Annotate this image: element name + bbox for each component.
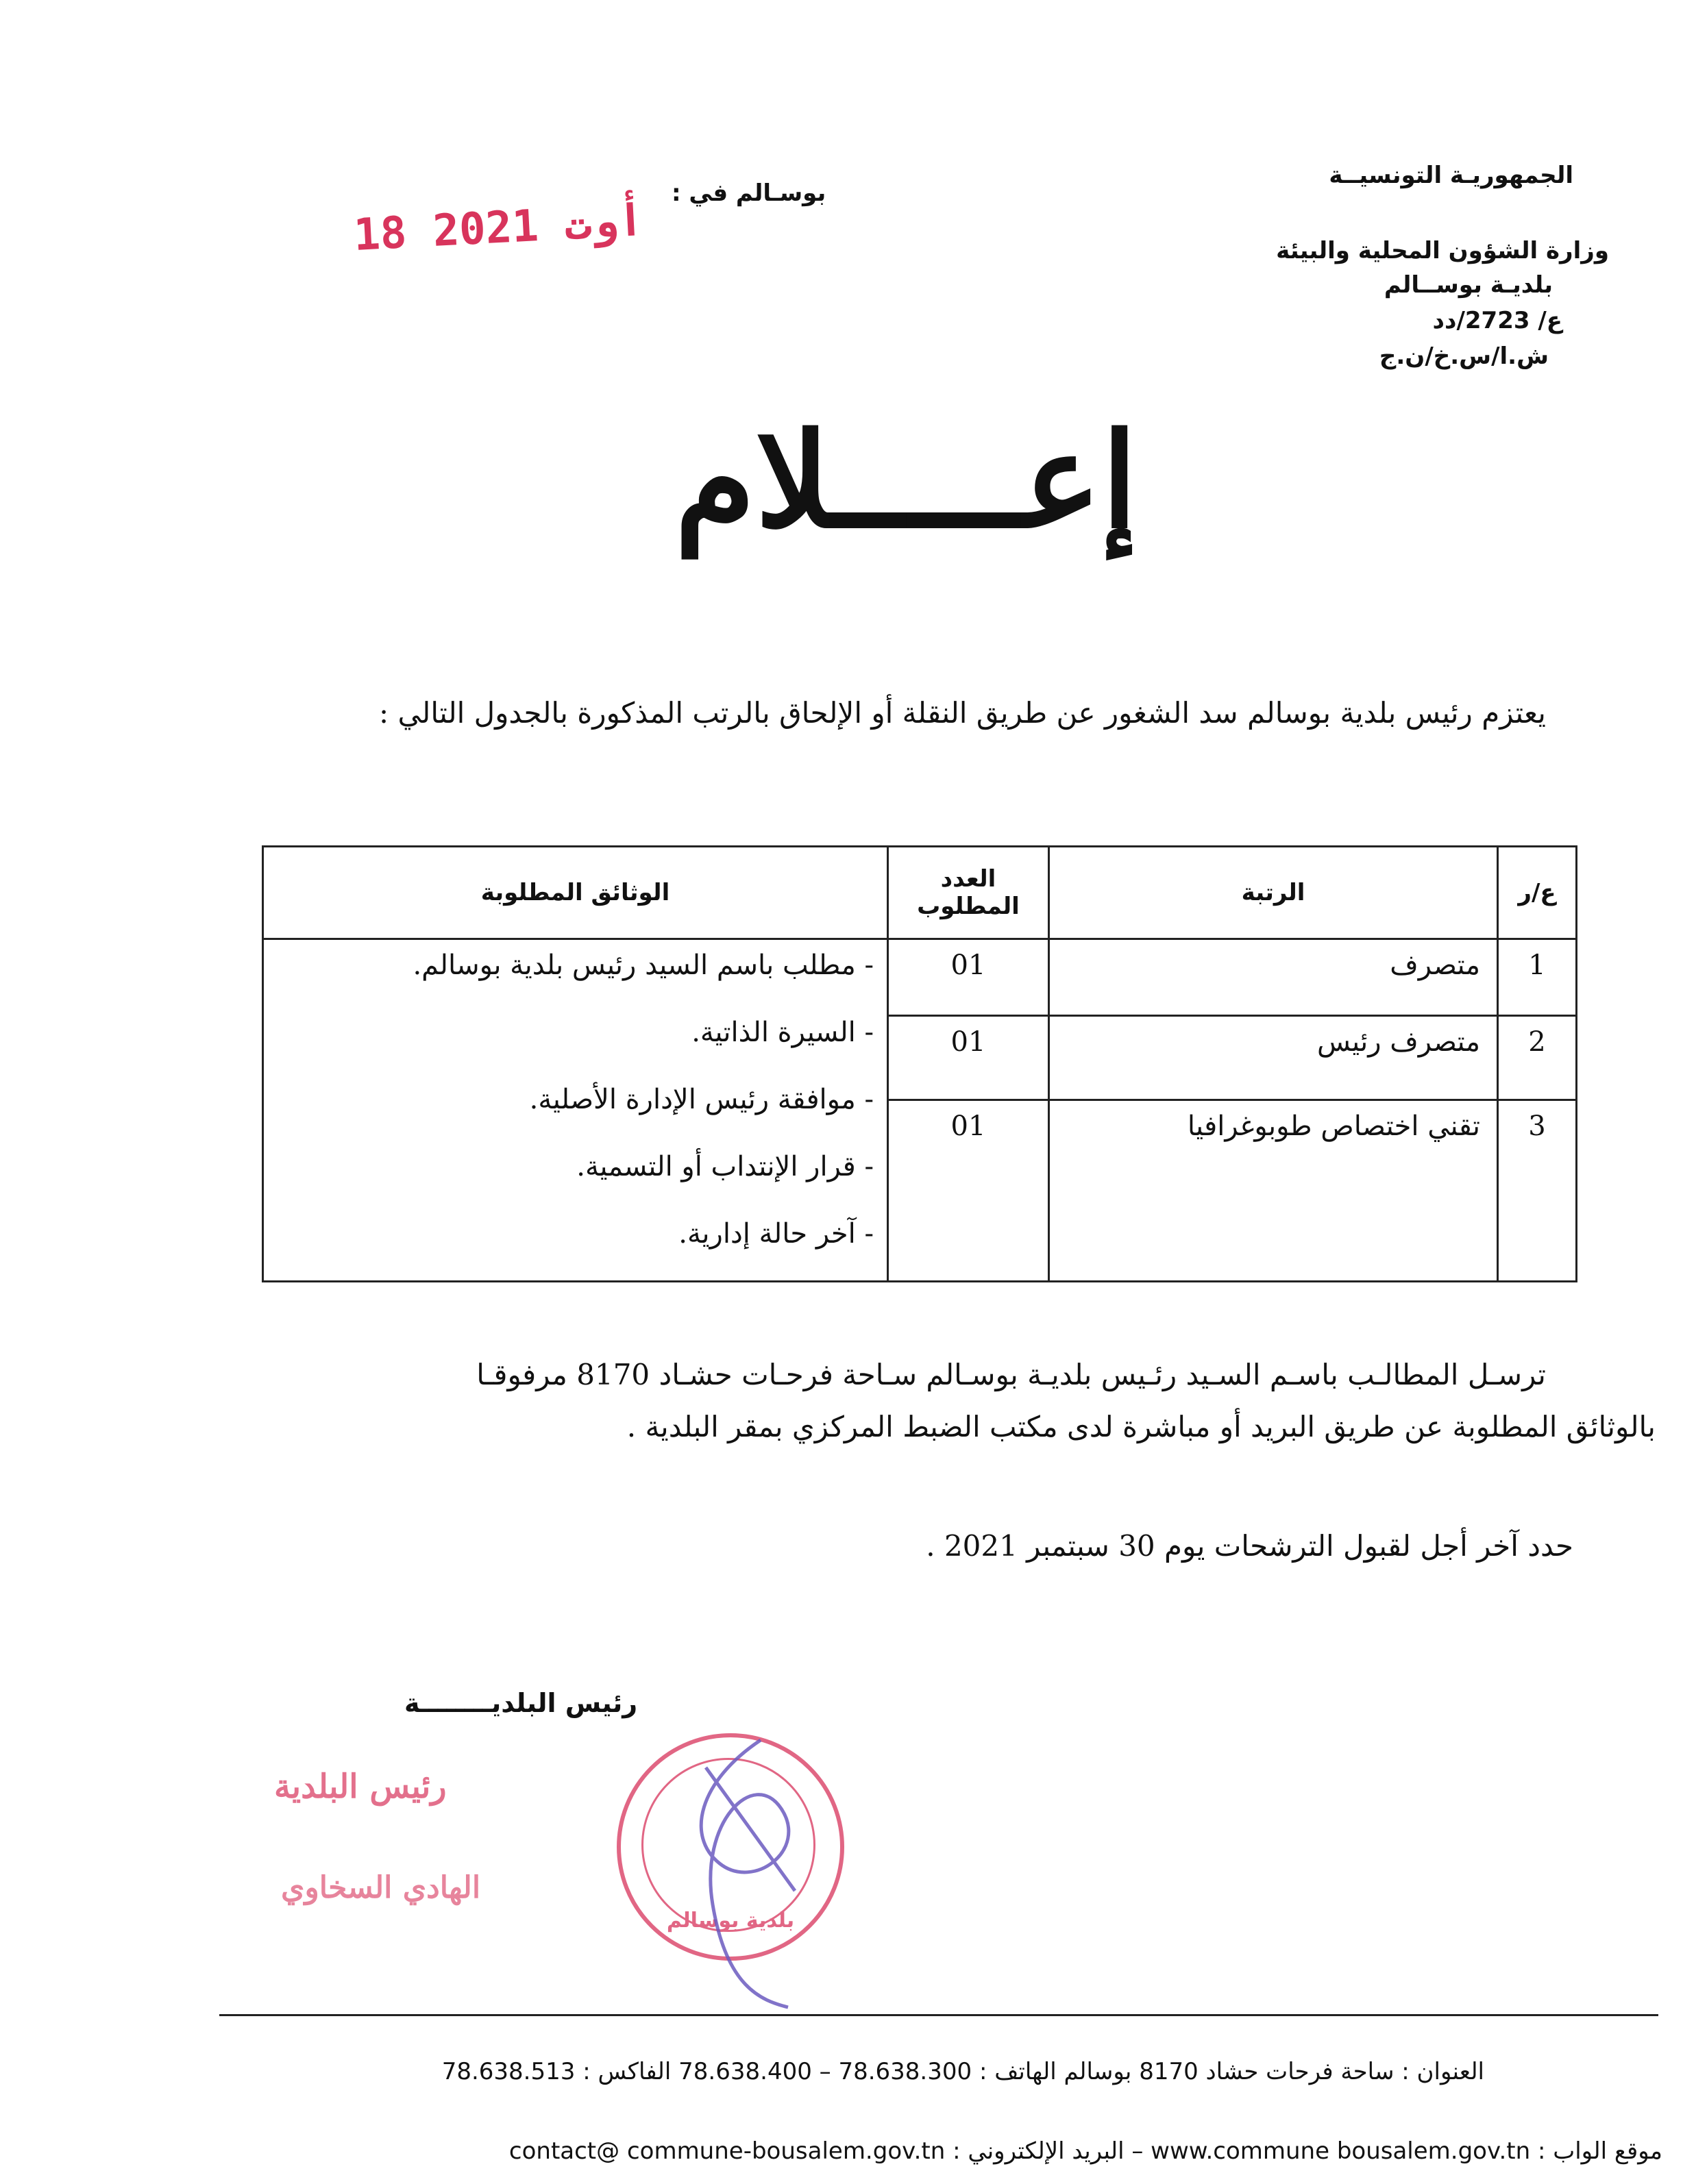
place-date-label: بوسـالم في : <box>672 179 826 207</box>
footer-contact <box>509 2137 1662 2165</box>
positions-table <box>262 845 1577 1282</box>
documents-cell <box>263 939 888 1282</box>
header-index: ع/ر <box>1498 847 1577 939</box>
document-item: - السيرة الذاتية. <box>691 1017 874 1048</box>
intro-text: يعتزم رئيس بلدية بوسالم سد الشغور عن طريق النقلة أو الإلحاق بالرتب المذكورة بالجدول التالي : <box>379 696 1546 730</box>
row-index: 1 <box>1498 939 1577 1016</box>
department-code: ش.ا/س.خ/ن.ج <box>1379 343 1549 370</box>
page-title: إعـــــلام <box>674 404 1138 557</box>
paragraph-line-2: بالوثائق المطلوبة عن طريق البريد أو مباشرة لدى مكتب الضبط المركزي بمقر البلدية . <box>626 1410 1656 1443</box>
header-count-line1: العدد <box>940 865 996 893</box>
row-index: 2 <box>1498 1016 1577 1100</box>
reference-text: ع/ 2723/دد <box>1432 307 1562 334</box>
document-item: - موافقة رئيس الإدارة الأصلية. <box>529 1084 874 1115</box>
header-count-line2: المطلوب <box>917 893 1020 920</box>
date-stamp: 18 أوت 2021 <box>352 195 646 262</box>
row-count: 01 <box>888 1016 1049 1100</box>
signature-title: رئيس البلديــــــــة <box>404 1688 638 1718</box>
header-documents: الوثائق المطلوبة <box>263 847 888 939</box>
row-count: 01 <box>888 939 1049 1016</box>
deadline-text: حدد آخر أجل لقبول الترشحات يوم 30 سبتمبر 2021 . <box>926 1529 1573 1563</box>
footer-address: العنوان : ساحة فرحات حشاد 8170 بوسالم الهاتف : 78.638.300 – 78.638.400 الفاكس : 78.638.513 <box>441 2058 1484 2085</box>
footer-email: contact@ commune-bousalem.gov.tn <box>508 2137 946 2165</box>
footer-email-label: – البريد الإلكتروني : <box>953 2137 1144 2165</box>
header-count <box>888 847 1049 939</box>
footer-divider <box>219 2014 1658 2016</box>
signature-stamp-name: الهادي السخاوي <box>281 1870 481 1905</box>
ministry-heading: وزارة الشؤون المحلية والبيئة <box>1276 237 1609 264</box>
footer-web-url: www.commune bousalem.gov.tn <box>1151 2137 1531 2165</box>
municipality-heading: بلديـة بوســالم <box>1384 271 1553 299</box>
reference-number <box>1433 307 1562 334</box>
signature-scribble <box>658 1726 836 2014</box>
table-row <box>263 939 1577 1016</box>
document-item: - آخر حالة إدارية. <box>678 1218 874 1250</box>
row-count: 01 <box>888 1100 1049 1281</box>
row-index: 3 <box>1498 1100 1577 1281</box>
signature-stamp-title: رئيس البلدية <box>274 1767 447 1806</box>
seal-text: بلدية بوسالم <box>666 1909 795 1933</box>
row-rank: متصرف <box>1049 939 1498 1016</box>
republic-heading: الجمهوريـة التونسيــة <box>1329 162 1573 189</box>
document-item: - قرار الإنتداب أو التسمية. <box>576 1151 874 1182</box>
row-rank: متصرف رئيس <box>1049 1016 1498 1100</box>
table-header-row <box>263 847 1577 939</box>
paragraph-line-1: ترسـل المطالـب باسـم السـيد رئـيس بلديـة بوسـالم سـاحة فرحـات حشـاد 8170 مرفوقـا <box>476 1358 1546 1391</box>
document-item: - مطلب باسم السيد رئيس بلدية بوسالم. <box>413 950 874 981</box>
row-rank: تقني اختصاص طوبوغرافيا <box>1049 1100 1498 1281</box>
footer-web-label: موقع الواب : <box>1537 2137 1662 2165</box>
header-rank: الرتبة <box>1049 847 1498 939</box>
